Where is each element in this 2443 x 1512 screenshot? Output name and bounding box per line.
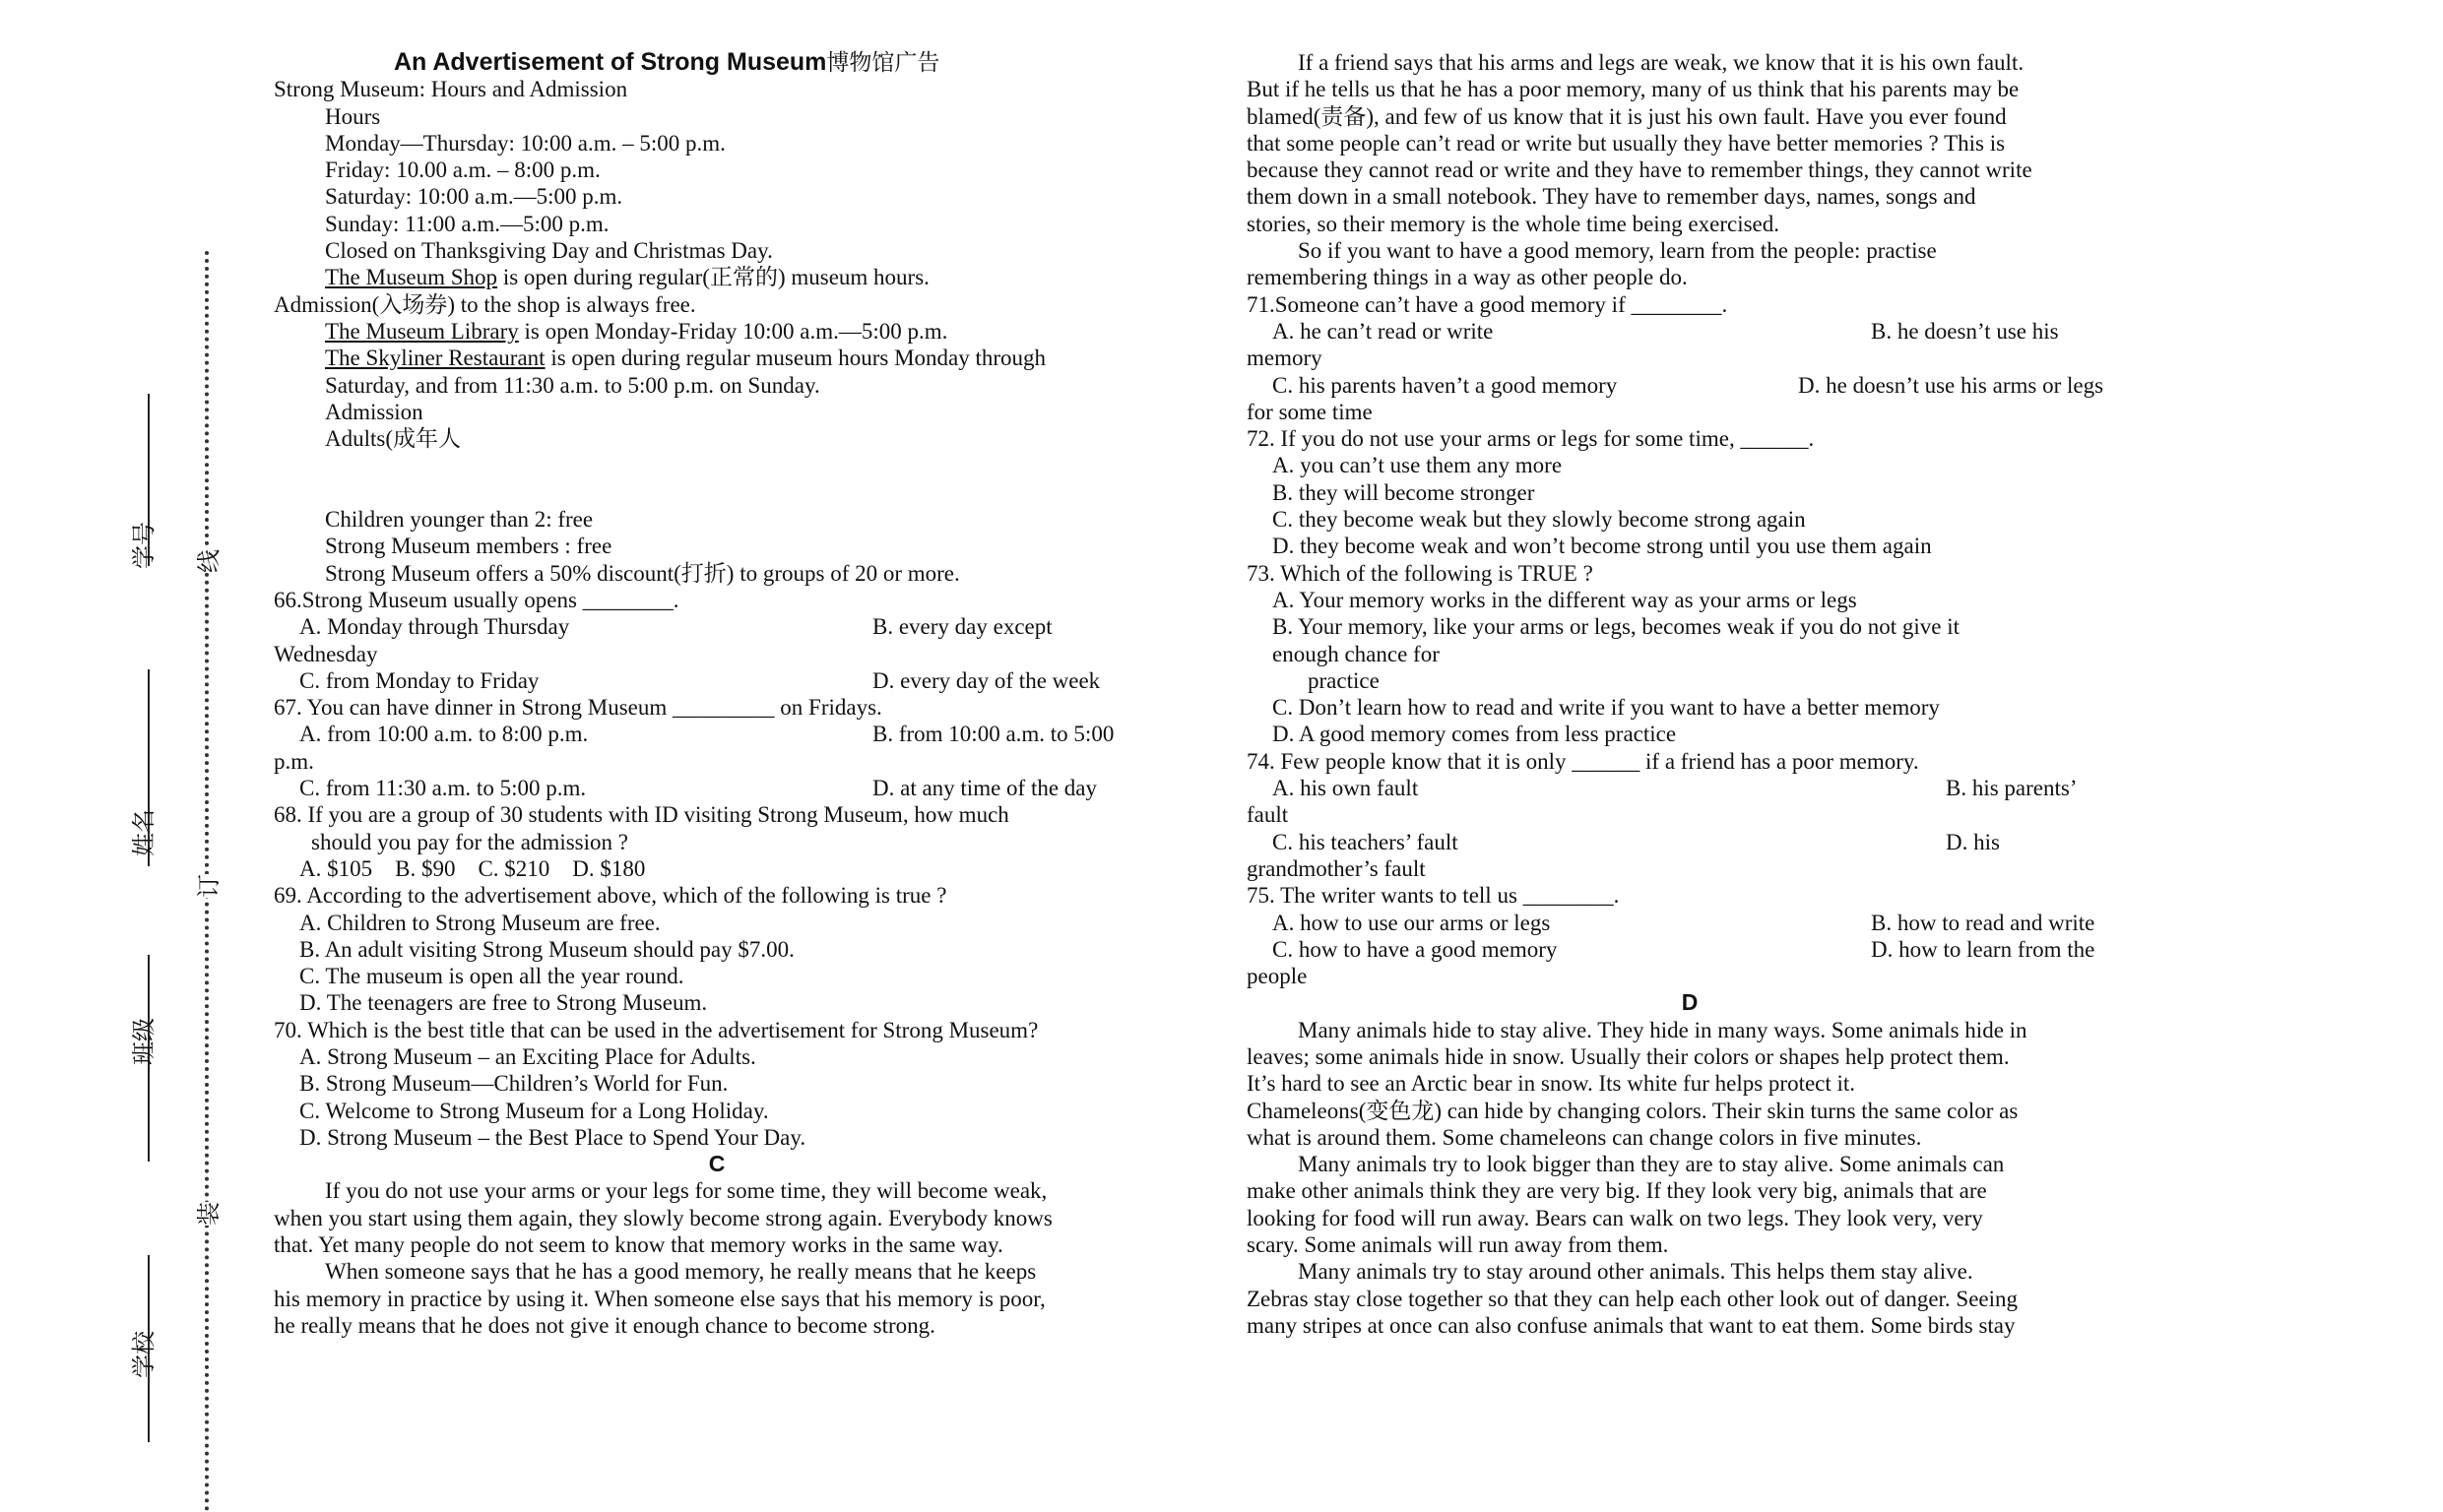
text-line: 74. Few people know that it is only ______ if a friend has a poor memory. — [1247, 748, 1919, 774]
option-text: B. how to read and write — [1871, 910, 2095, 935]
text-line: leaves; some animals hide in snow. Usually their colors or shapes help protect them. — [1247, 1043, 2010, 1069]
text-line: It’s hard to see an Arctic bear in snow. Its white fur helps protect it. — [1247, 1071, 1856, 1097]
text-line — [1247, 372, 2133, 399]
text-line: C. Welcome to Strong Museum for a Long Holiday. — [299, 1098, 769, 1123]
option-text: B. his parents’ — [1946, 776, 2078, 801]
text-line: B. Your memory, like your arms or legs, becomes weak if you do not give it — [1272, 614, 1960, 640]
label-class: 班级 — [130, 1018, 158, 1065]
section-heading: C — [708, 1151, 726, 1177]
text-line — [1247, 910, 2133, 936]
text-line — [274, 264, 1160, 290]
option-text: B. from 10:00 a.m. to 5:00 — [872, 722, 1115, 747]
text-line: when you start using them again, they slowly become strong again. Everybody knows — [274, 1205, 1053, 1230]
text-line: Hours — [325, 103, 381, 129]
text-line — [1247, 318, 2133, 345]
text-line: because they cannot read or write and they have to remember things, they cannot write — [1247, 158, 2032, 183]
text-line — [274, 345, 1160, 371]
text-line: 67. You can have dinner in Strong Museum _________ on Fridays. — [274, 695, 882, 721]
label-staple-mark: 订 — [189, 874, 224, 898]
label-line-mark: 线 — [189, 549, 224, 573]
text-line: fault — [1247, 802, 1289, 828]
underlined-term: The Museum Library — [325, 318, 519, 344]
text-line: C. Don’t learn how to read and write if you want to have a better memory — [1272, 695, 1940, 721]
binding-margin — [0, 0, 256, 1512]
text-line: 68. If you are a group of 30 students with ID visiting Strong Museum, how much — [274, 802, 1009, 828]
text-line: If a friend says that his arms and legs are weak, we know that it is his own fault. — [1298, 50, 2025, 75]
text-line: Zebras stay close together so that they can help each other look out of danger. Seeing — [1247, 1286, 2019, 1311]
text-line: practice — [1308, 667, 1380, 693]
option-text: B. every day except — [872, 614, 1053, 640]
text-line: should you pay for the admission ? — [311, 829, 628, 854]
label-bind-mark: 装 — [189, 1202, 224, 1226]
option-text: C. his teachers’ fault — [1272, 829, 1458, 854]
text-line: he really means that he does not give it enough chance to become strong. — [274, 1312, 935, 1338]
option-text: A. from 10:00 a.m. to 8:00 p.m. — [299, 722, 589, 747]
text-line: what is around them. Some chameleons can change colors in five minutes. — [1247, 1124, 1922, 1150]
text-line: Admission(入场券) to the shop is always free. — [274, 291, 696, 317]
blank-line — [274, 452, 1160, 478]
text-line: 73. Which of the following is TRUE ? — [1247, 560, 1593, 586]
document-title — [274, 49, 1160, 76]
text-line: B. they will become stronger — [1272, 479, 1535, 505]
underlined-term: The Skyliner Restaurant — [325, 346, 546, 371]
title-cn-text: 博物馆广告 — [826, 50, 940, 75]
text-line: A. you can’t use them any more — [1272, 453, 1563, 478]
text-line — [1247, 775, 2133, 801]
text-line: them down in a small notebook. They have to remember days, names, songs and — [1247, 184, 1976, 210]
option-text: D. every day of the week — [872, 667, 1101, 693]
text-line: that. Yet many people do not seem to know that memory works in the same way. — [274, 1232, 1003, 1258]
text-line — [1247, 936, 2133, 963]
text-line: that some people can’t read or write but usually they have better memories ? This is — [1247, 130, 2006, 156]
text-line: 66.Strong Museum usually opens ________. — [274, 587, 679, 612]
text-line: Saturday, and from 11:30 a.m. to 5:00 p.m. on Sunday. — [325, 372, 820, 398]
text-line: Chameleons(变色龙) can hide by changing colors. Their skin turns the same color as — [1247, 1098, 2019, 1123]
option-text: D. his — [1946, 829, 2000, 854]
text-line — [274, 613, 1160, 640]
left-column — [274, 49, 1160, 1339]
text-line: If you do not use your arms or your legs for some time, they will become weak, — [325, 1178, 1048, 1204]
text-line — [1247, 829, 2133, 855]
text-line: people — [1247, 964, 1308, 989]
text-line: D. A good memory comes from less practice — [1272, 722, 1677, 747]
option-text: D. at any time of the day — [872, 776, 1098, 801]
text-line: Sunday: 11:00 a.m.—5:00 p.m. — [325, 211, 610, 236]
text-line: stories, so their memory is the whole time being exercised. — [1247, 211, 1780, 236]
text-line: Closed on Thanksgiving Day and Christmas Day. — [325, 238, 773, 264]
text-line: p.m. — [274, 748, 314, 774]
text-line — [274, 667, 1160, 694]
text-line: Many animals hide to stay alive. They hide in many ways. Some animals hide in — [1298, 1017, 2027, 1042]
text-line: looking for food will run away. Bears can walk on two legs. They look very, very — [1247, 1205, 1983, 1230]
line-rest: is open during regular(正常的) museum hours. — [497, 265, 930, 290]
option-text: A. his own fault — [1272, 776, 1419, 801]
option-text: C. his parents haven’t a good memory — [1272, 372, 1618, 398]
blank-line — [274, 479, 1160, 506]
option-text: A. he can’t read or write — [1272, 318, 1494, 344]
text-line: Admission — [325, 399, 423, 424]
text-line: A. Children to Strong Museum are free. — [299, 910, 661, 935]
underlined-term: The Museum Shop — [325, 265, 498, 290]
text-line: grandmother’s fault — [1247, 855, 1426, 881]
text-line: Adults(成年人 — [325, 426, 461, 452]
text-line: Friday: 10.00 a.m. – 8:00 p.m. — [325, 158, 601, 183]
text-line: A. Your memory works in the different way as your arms or legs — [1272, 587, 1857, 612]
label-student-number: 学号 — [130, 522, 158, 569]
text-line: make other animals think they are very big. If they look very big, animals that are — [1247, 1178, 1987, 1204]
option-text: C. from 11:30 a.m. to 5:00 p.m. — [299, 776, 587, 801]
text-line: So if you want to have a good memory, learn from the people: practise — [1298, 238, 1937, 264]
title-text: An Advertisement of Strong Museum — [394, 48, 827, 76]
text-line: 71.Someone can’t have a good memory if ________. — [1247, 291, 1728, 317]
text-line: But if he tells us that he has a poor memory, many of us think that his parents may be — [1247, 77, 2020, 102]
text-line: A. Strong Museum – an Exciting Place for Adults. — [299, 1043, 756, 1069]
text-line: remembering things in a way as other people do. — [1247, 265, 1688, 290]
text-line: 75. The writer wants to tell us ________. — [1247, 883, 1620, 909]
text-line: Strong Museum offers a 50% discount(打折) to groups of 20 or more. — [325, 560, 960, 586]
text-line: memory — [1247, 346, 1322, 371]
text-line: B. An adult visiting Strong Museum should pay $7.00. — [299, 936, 795, 962]
text-line: Many animals try to stay around other animals. This helps them stay alive. — [1298, 1259, 1973, 1285]
text-line: for some time — [1247, 399, 1373, 424]
text-line: When someone says that he has a good memory, he really means that he keeps — [325, 1259, 1037, 1285]
option-text: C. from Monday to Friday — [299, 667, 540, 693]
text-line: 70. Which is the best title that can be used in the advertisement for Strong Museum? — [274, 1017, 1039, 1042]
text-line — [274, 775, 1160, 801]
text-line: Saturday: 10:00 a.m.—5:00 p.m. — [325, 184, 623, 210]
right-column — [1247, 49, 2133, 1339]
option-text: A. Monday through Thursday — [299, 614, 570, 640]
text-line: D. Strong Museum – the Best Place to Spend Your Day. — [299, 1124, 806, 1150]
option-text: A. how to use our arms or legs — [1272, 910, 1551, 935]
text-line: 69. According to the advertisement above, which of the following is true ? — [274, 883, 947, 909]
text-line — [274, 721, 1160, 747]
text-line: B. Strong Museum—Children’s World for Fun. — [299, 1071, 729, 1097]
option-text: C. how to have a good memory — [1272, 936, 1558, 962]
option-text: B. he doesn’t use his — [1871, 318, 2059, 344]
text-line: A. $105 B. $90 C. $210 D. $180 — [299, 855, 646, 881]
text-line: Monday—Thursday: 10:00 a.m. – 5:00 p.m. — [325, 130, 726, 156]
line-rest: is open Monday-Friday 10:00 a.m.—5:00 p.m. — [518, 318, 948, 344]
text-line — [274, 318, 1160, 345]
label-school: 学校 — [130, 1331, 158, 1378]
line-rest: is open during regular museum hours Monday through — [545, 346, 1047, 371]
text-line: Many animals try to look bigger than they are to stay alive. Some animals can — [1298, 1152, 2005, 1177]
label-name: 姓名 — [130, 809, 158, 856]
section-heading: D — [1681, 989, 1699, 1016]
text-line: C. The museum is open all the year round. — [299, 964, 684, 989]
text-line: scary. Some animals will run away from them. — [1247, 1232, 1669, 1258]
text-line: D. The teenagers are free to Strong Museum. — [299, 990, 708, 1016]
text-line: 72. If you do not use your arms or legs for some time, ______. — [1247, 426, 1815, 452]
option-text: D. he doesn’t use his arms or legs — [1798, 372, 2104, 398]
text-line: his memory in practice by using it. When someone else says that his memory is poor, — [274, 1286, 1046, 1311]
option-text: D. how to learn from the — [1871, 936, 2095, 962]
text-line: Children younger than 2: free — [325, 507, 594, 533]
text-line: Strong Museum members : free — [325, 534, 612, 559]
text-line: C. they become weak but they slowly become strong again — [1272, 507, 1806, 533]
text-line: many stripes at once can also confuse animals that want to eat them. Some birds stay — [1247, 1312, 2016, 1338]
text-line: Strong Museum: Hours and Admission — [274, 77, 628, 102]
text-line: blamed(责备), and few of us know that it is just his own fault. Have you ever found — [1247, 103, 2007, 129]
text-line: D. they become weak and won’t become strong until you use them again — [1272, 534, 1932, 559]
text-line: enough chance for — [1272, 641, 1440, 666]
text-line: Wednesday — [274, 641, 378, 666]
